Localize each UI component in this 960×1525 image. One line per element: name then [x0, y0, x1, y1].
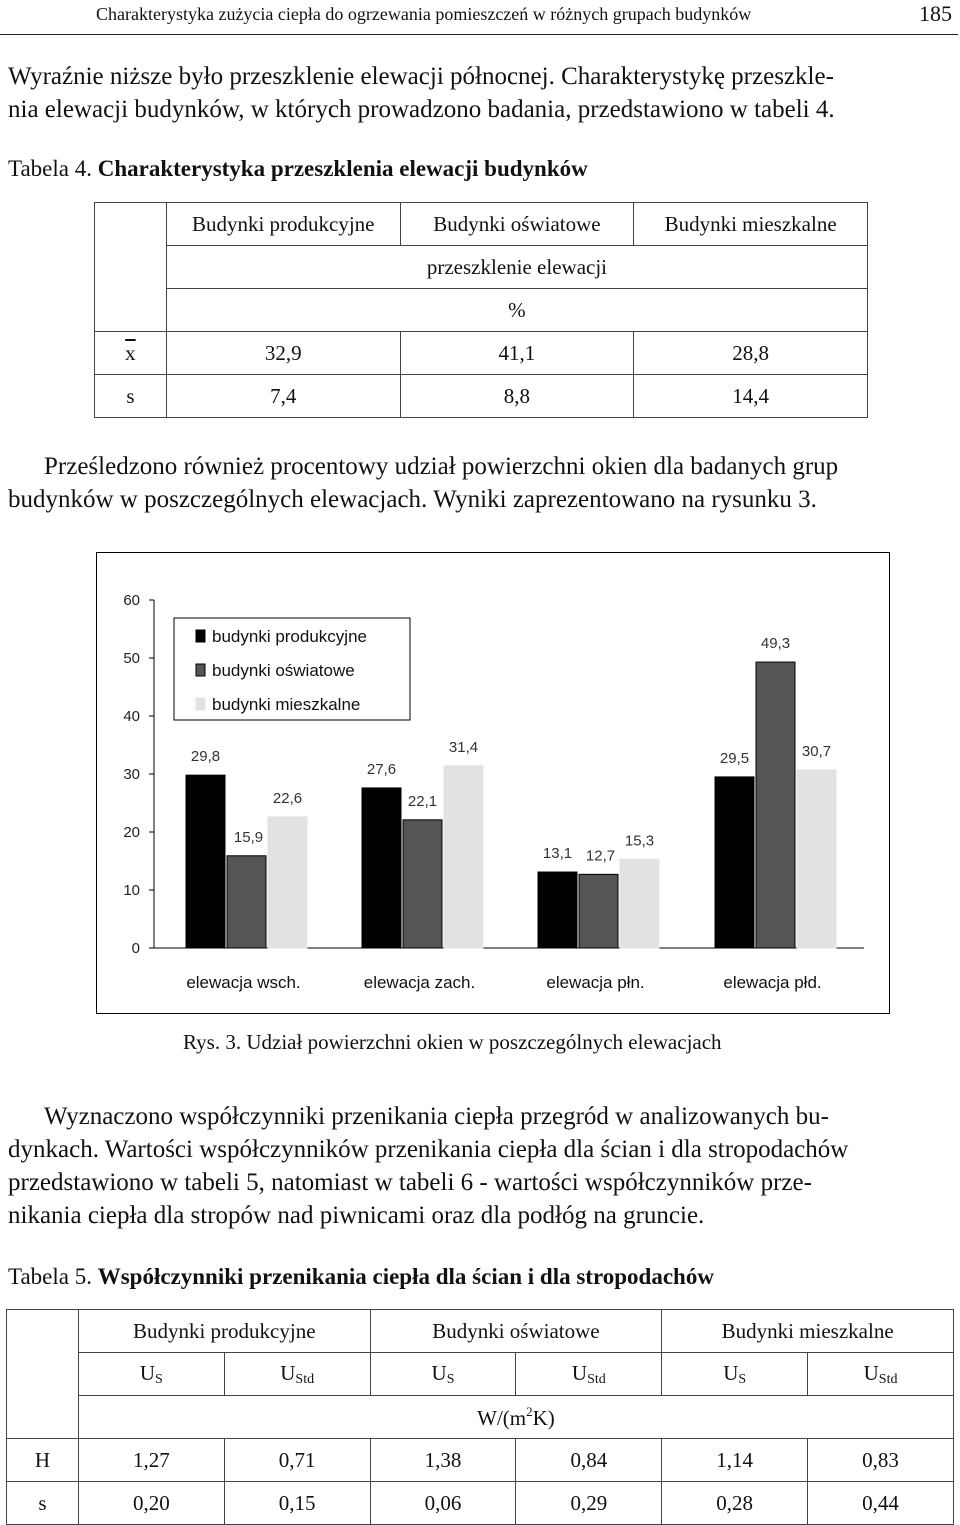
table-cell: 1,14	[662, 1439, 808, 1482]
data-label: 29,5	[719, 749, 750, 767]
table-header: Budynki produkcyjne	[166, 203, 400, 246]
bar	[444, 766, 483, 948]
table-subheader: przeszklenie elewacji	[166, 246, 867, 289]
x-tick-label: elewacja zach.	[363, 973, 476, 992]
data-label: 27,6	[366, 760, 397, 778]
table-5	[6, 1309, 954, 1525]
paragraph-line: Wyraźnie niższe było przeszklenie elewacji północnej. Charakterystykę przeszkle-	[8, 63, 834, 90]
y-tick-label: 20	[123, 824, 140, 841]
table-header: Budynki mieszkalne	[634, 203, 868, 246]
table-corner	[7, 1353, 79, 1396]
table-subheader-ustd: $U_{Std}$	[224, 1353, 370, 1396]
data-label: 15,3	[624, 832, 655, 850]
legend-swatch	[196, 630, 205, 642]
paragraph-line: przedstawiono w tabeli 5, natomiast w tabeli 6 - wartości współczynników prze-	[8, 1169, 812, 1196]
table-header: Budynki oświatowe	[370, 1310, 662, 1353]
bar	[362, 788, 401, 948]
table-cell: 0,44	[808, 1482, 954, 1525]
bar-chart	[96, 552, 890, 1014]
table-header: Budynki produkcyjne	[78, 1310, 370, 1353]
table-subheader-us: $U_S$	[370, 1353, 516, 1396]
table-corner	[95, 289, 167, 332]
bar	[620, 859, 659, 948]
figure-caption: Rys. 3. Udział powierzchni okien w poszczególnych elewacjach	[183, 1030, 722, 1054]
row-label: H	[7, 1439, 79, 1482]
table-subheader-ustd: $U_{Std}$	[516, 1353, 662, 1396]
data-label: 22,6	[272, 789, 303, 807]
table-cell: 0,06	[370, 1482, 516, 1525]
table-corner	[7, 1396, 79, 1439]
table-4	[94, 202, 868, 418]
y-tick-label: 40	[123, 708, 140, 725]
table5-label: Tabela 5.	[8, 1264, 92, 1289]
table-cell: 7,4	[166, 375, 400, 418]
table-corner	[95, 203, 167, 246]
y-tick-label: 10	[123, 882, 140, 899]
paragraph-3	[8, 1100, 954, 1232]
table-cell: 0,20	[78, 1482, 224, 1525]
table-cell: 0,15	[224, 1482, 370, 1525]
bar	[403, 820, 442, 948]
x-tick-label: elewacja płd.	[723, 973, 822, 992]
table-subheader-us: $U_S$	[78, 1353, 224, 1396]
table-cell: 0,71	[224, 1439, 370, 1482]
table5-caption	[8, 1264, 714, 1290]
table5-title: Współczynniki przenikania ciepła dla ścian i dla stropodachów	[97, 1264, 714, 1289]
running-header	[0, 0, 958, 35]
table-header: Budynki mieszkalne	[662, 1310, 954, 1353]
bar	[538, 872, 577, 948]
paragraph-line: Wyznaczono współczynniki przenikania ciepła przegród w analizowanych bu-	[44, 1103, 829, 1130]
table-cell: 14,4	[634, 375, 868, 418]
legend-swatch	[196, 698, 205, 710]
table4-caption	[8, 156, 588, 182]
table-header: Budynki oświatowe	[400, 203, 634, 246]
table-cell: 0,28	[662, 1482, 808, 1525]
table-corner	[7, 1310, 79, 1353]
page-number: 185	[919, 1, 952, 26]
paragraph-line: budynków w poszczególnych elewacjach. Wyniki zaprezentowano na rysunku 3.	[8, 486, 817, 513]
paragraph-line: Prześledzono również procentowy udział powierzchni okien dla badanych grup	[44, 453, 839, 480]
data-label: 49,3	[760, 635, 791, 653]
bar	[186, 775, 225, 948]
table-cell: 0,84	[516, 1439, 662, 1482]
table-corner	[95, 246, 167, 289]
data-label: 30,7	[801, 742, 832, 760]
paragraph-line: nikania ciepła dla stropów nad piwnicami oraz dla podłóg na gruncie.	[8, 1202, 705, 1229]
table-cell: 0,29	[516, 1482, 662, 1525]
table-unit: $W/(m^2K)$	[78, 1396, 953, 1439]
row-label-sd: s	[95, 375, 167, 418]
running-title: Charakterystyka zużycia ciepła do ogrzewania pomieszczeń w różnych grupach budynków	[96, 4, 752, 24]
data-label: 29,8	[190, 748, 221, 766]
y-tick-label: 50	[123, 650, 140, 667]
bar	[579, 874, 618, 948]
bar	[756, 662, 795, 948]
table4-label: Tabela 4.	[8, 156, 92, 181]
table-cell: 28,8	[634, 332, 868, 375]
data-label: 31,4	[448, 738, 479, 756]
table-cell: 1,27	[78, 1439, 224, 1482]
table-subheader-ustd: $U_{Std}$	[808, 1353, 954, 1396]
data-label: 12,7	[585, 847, 616, 865]
x-tick-label: elewacja wsch.	[186, 973, 301, 992]
y-tick-label: 0	[131, 940, 140, 957]
legend-swatch	[196, 664, 205, 676]
paragraph-line: nia elewacji budynków, w których prowadzono badania, przedstawiono w tabeli 4.	[8, 96, 835, 123]
data-label: 22,1	[407, 792, 438, 810]
paragraph-2	[8, 450, 954, 516]
table-cell: 8,8	[400, 375, 634, 418]
paragraph-1	[8, 60, 954, 126]
table-subheader-us: $U_S$	[662, 1353, 808, 1396]
table-unit: %	[166, 289, 867, 332]
bar	[715, 777, 754, 948]
table-cell: 0,83	[808, 1439, 954, 1482]
table-cell: 32,9	[166, 332, 400, 375]
table-cell: 41,1	[400, 332, 634, 375]
x-tick-label: elewacja płn.	[546, 973, 645, 992]
paragraph-line: dynkach. Wartości współczynników przenikania ciepła dla ścian i dla stropodachów	[8, 1136, 849, 1163]
data-label: 15,9	[233, 828, 264, 846]
legend-label: budynki mieszkalne	[212, 695, 361, 714]
bar	[227, 856, 266, 948]
row-label-mean: $\overline{x}$	[95, 332, 167, 375]
table4-title: Charakterystyka przeszklenia elewacji budynków	[97, 156, 588, 181]
row-label: s	[7, 1482, 79, 1525]
table-cell: 1,38	[370, 1439, 516, 1482]
legend-label: budynki produkcyjne	[212, 627, 367, 646]
y-tick-label: 30	[123, 766, 140, 783]
bar	[797, 770, 836, 948]
bar	[268, 817, 307, 948]
y-tick-label: 60	[123, 592, 140, 609]
data-label: 13,1	[542, 845, 573, 863]
legend-label: budynki oświatowe	[212, 661, 355, 680]
